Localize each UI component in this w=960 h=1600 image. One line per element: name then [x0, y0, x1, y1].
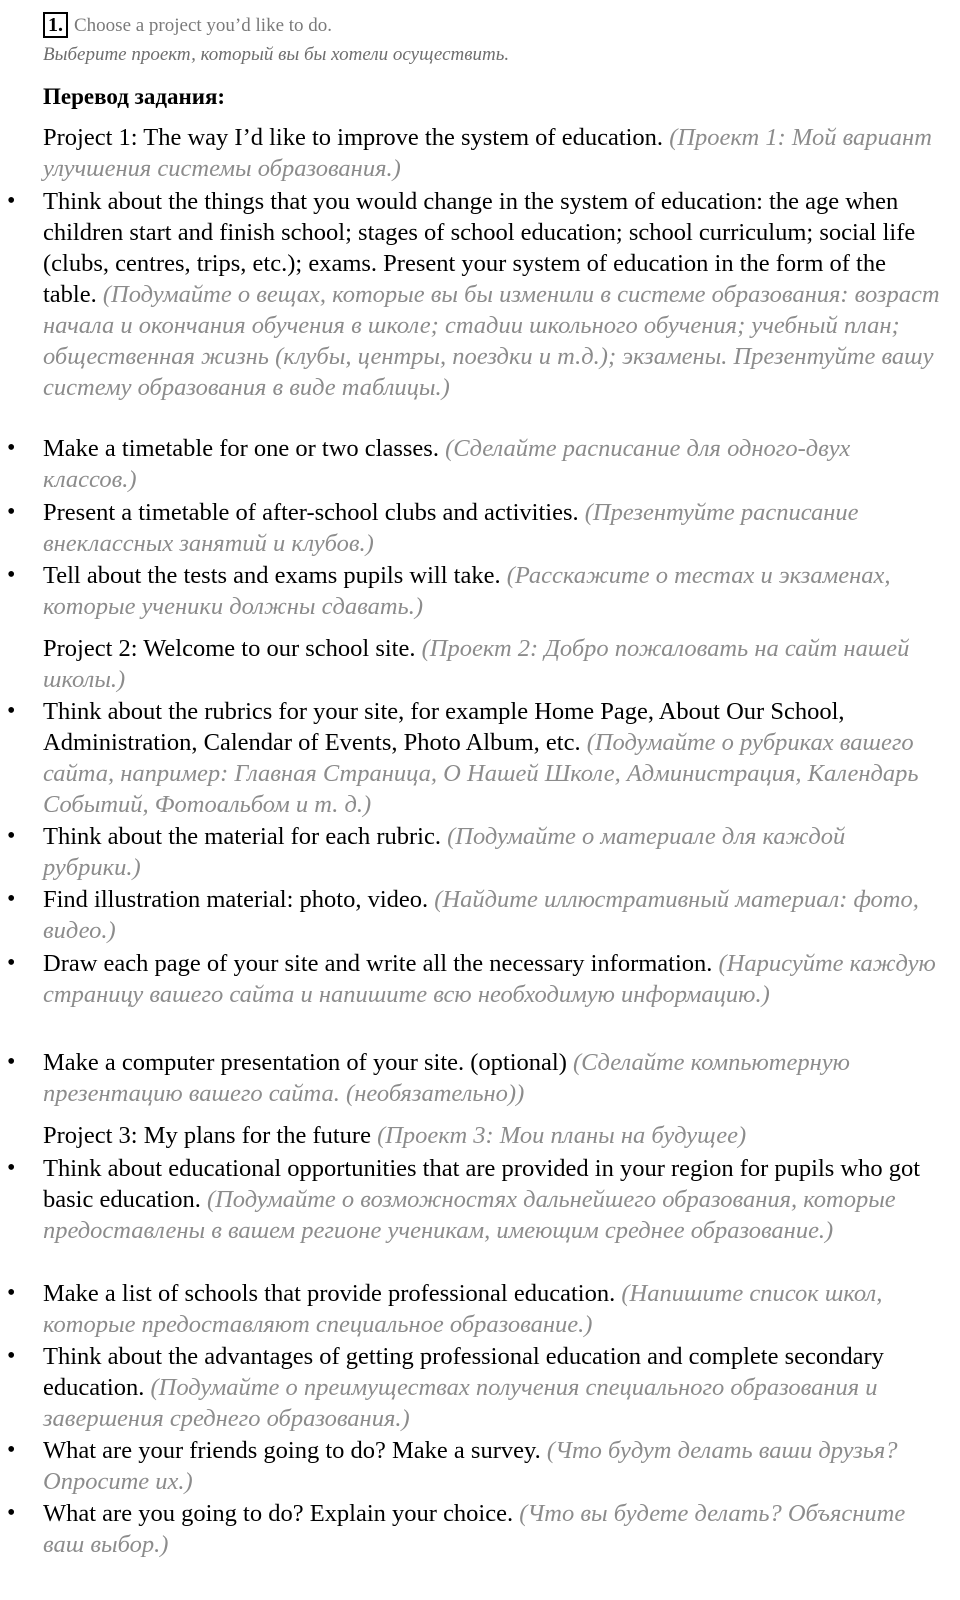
item-text-en: Think about the things that you would change in the system of education: the age when children start and finish school; stages of school education; school curriculum; social life (clubs, centres, trips, etc.); exams. Present your system of education in the form of the table.: [43, 188, 916, 308]
bullet: •: [7, 1500, 16, 1526]
item-text-ru: (Расскажите о тестах и экзаменах, которые ученики должны сдавать.): [43, 562, 891, 620]
project-3-title: [43, 1120, 943, 1151]
bullet: •: [7, 886, 16, 912]
item-text-ru: (Нарисуйте каждую страницу вашего сайта и напишите всю необходимую информацию.): [43, 950, 936, 1008]
item-text-en: Find illustration material: photo, video.: [43, 886, 429, 913]
item-text-ru: (Напишите список школ, которые предоставляют специальное образование.): [43, 1280, 883, 1338]
task-instruction-ru: Выберите проект, который вы бы хотели осуществить.: [43, 44, 510, 65]
bullet: •: [7, 950, 16, 976]
item-text-en: Make a timetable for one or two classes.: [43, 435, 439, 462]
item-text-en: Tell about the tests and exams pupils will take.: [43, 562, 501, 589]
project-title-en: Project 2: Welcome to our school site.: [43, 635, 416, 662]
bullet: •: [7, 188, 16, 214]
project-title-ru: (Проект 2: Добро пожаловать на сайт нашей школы.): [43, 635, 910, 693]
bullet: •: [7, 1437, 16, 1463]
item-text-ru: (Подумайте о материале для каждой рубрики.): [43, 823, 846, 881]
list-item: [7, 1498, 943, 1560]
task-instruction-en: Choose a project you’d like to do.: [74, 15, 333, 36]
item-text-en: Draw each page of your site and write all the necessary information.: [43, 950, 713, 977]
list-item: [7, 560, 943, 622]
item-text-en: Make a computer presentation of your site. (optional): [43, 1049, 567, 1076]
bullet: •: [7, 562, 16, 588]
list-item: [7, 884, 943, 946]
bullet: •: [7, 823, 16, 849]
list-item: [7, 696, 943, 820]
translation-heading: Перевод задания:: [43, 84, 226, 109]
list-item: [7, 1153, 943, 1246]
project-title-ru: (Проект 3: Мои планы на будущее): [377, 1122, 747, 1149]
item-text-en: Think about the material for each rubric.: [43, 823, 441, 850]
bullet: •: [7, 1280, 16, 1306]
item-text-ru: (Сделайте компьютерную презентацию вашего сайта. (необязательно)): [43, 1049, 850, 1107]
item-text-ru: (Найдите иллюстративный материал: фото, видео.): [43, 886, 919, 944]
list-item: [7, 433, 943, 495]
bullet: •: [7, 1155, 16, 1181]
list-item: [7, 497, 943, 559]
task-number-box: 1.: [43, 12, 68, 38]
bullet: •: [7, 1343, 16, 1369]
list-item: [7, 821, 943, 883]
bullet: •: [7, 435, 16, 461]
item-text-en: What are your friends going to do? Make a survey.: [43, 1437, 541, 1464]
list-item: [7, 1047, 943, 1109]
item-text-en: Make a list of schools that provide professional education.: [43, 1280, 616, 1307]
item-text-ru: (Подумайте о вещах, которые вы бы изменили в системе образования: возраст начала и окончания обучения в школе; стадии школьного обучения; учебный план; общественная жизнь (клубы, центры, поездки и т.д.); экзамены. Презентуйте вашу систему образования в виде таблицы.): [43, 281, 940, 401]
item-text-en: What are you going to do? Explain your choice.: [43, 1500, 514, 1527]
item-text-ru: (Что вы будете делать? Объясните ваш выбор.): [43, 1500, 906, 1558]
item-text-ru: (Подумайте о рубриках вашего сайта, например: Главная Страница, О Нашей Школе, Администрация, Календарь Событий, Фотоальбом и т. д.): [43, 729, 919, 818]
project-2-title: [43, 633, 943, 695]
item-text-ru: (Подумайте о возможностях дальнейшего образования, которые предоставлены в вашем регионе ученикам, имеющим среднее образование.): [43, 1186, 896, 1244]
item-text-en: Think about the advantages of getting professional education and complete secondary education.: [43, 1343, 884, 1401]
bullet: •: [7, 1049, 16, 1075]
project-title-ru: (Проект 1: Мой вариант улучшения системы образования.): [43, 124, 932, 182]
bullet: •: [7, 499, 16, 525]
list-item: [7, 1341, 943, 1434]
list-item: [7, 948, 943, 1010]
task-header: [43, 12, 332, 38]
list-item: [7, 1278, 943, 1340]
project-1-title: [43, 122, 943, 184]
project-title-en: Project 1: The way I’d like to improve the system of education.: [43, 124, 664, 151]
bullet: •: [7, 698, 16, 724]
item-text-ru: (Что будут делать ваши друзья? Опросите их.): [43, 1437, 898, 1495]
item-text-en: Think about educational opportunities that are provided in your region for pupils who got basic education.: [43, 1155, 921, 1213]
list-item: [7, 186, 943, 403]
item-text-ru: (Подумайте о преимуществах получения специального образования и завершения среднего образования.): [43, 1374, 878, 1432]
item-text-ru: (Презентуйте расписание внеклассных занятий и клубов.): [43, 499, 859, 557]
item-text-en: Think about the rubrics for your site, for example Home Page, About Our School, Administration, Calendar of Events, Photo Album, etc.: [43, 698, 845, 756]
list-item: [7, 1435, 943, 1497]
item-text-en: Present a timetable of after-school clubs and activities.: [43, 499, 579, 526]
item-text-ru: (Сделайте расписание для одного-двух классов.): [43, 435, 851, 493]
project-title-en: Project 3: My plans for the future: [43, 1122, 371, 1149]
